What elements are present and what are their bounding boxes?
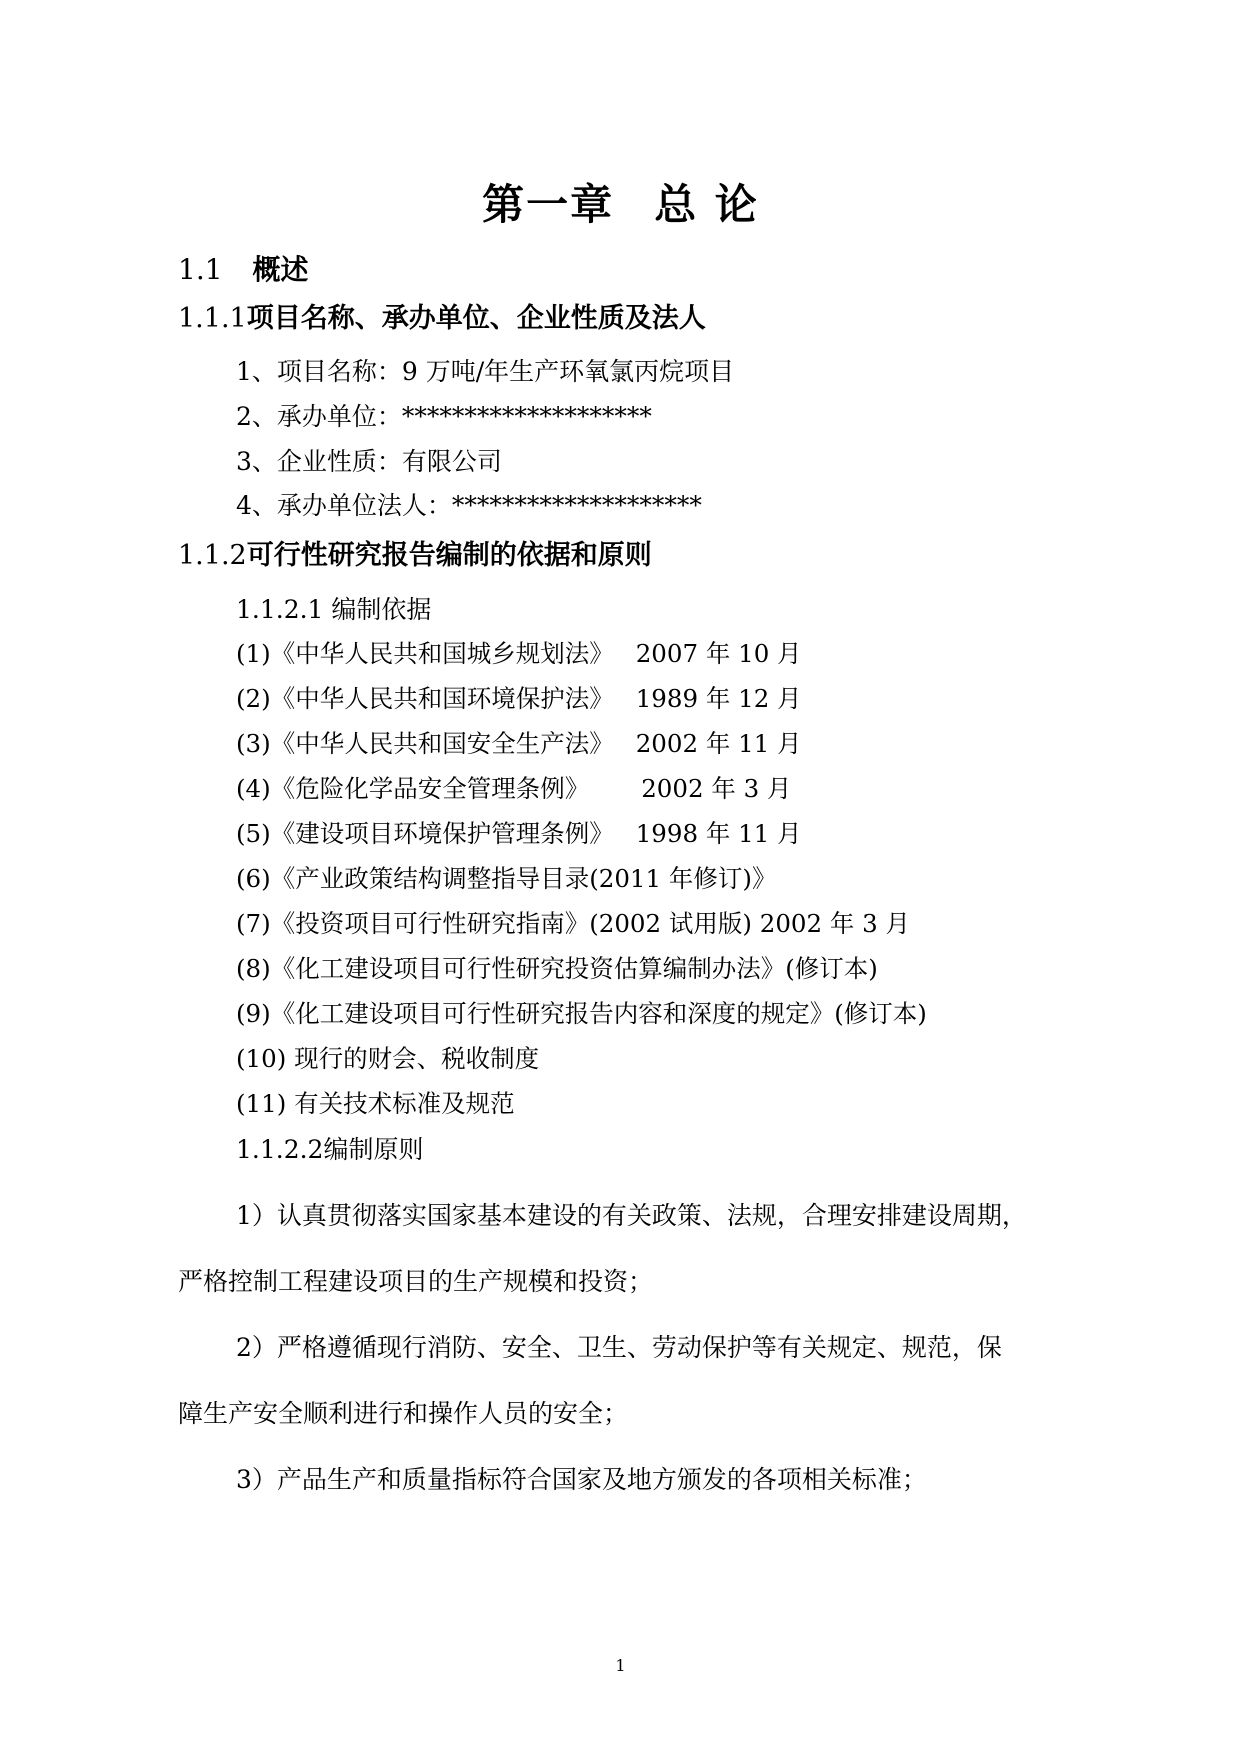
- reference-item: [236, 905, 910, 940]
- reference-title: (7)《投资项目可行性研究指南》(2002 试用版) 2002 年 3 月: [236, 909, 911, 938]
- reference-date: 1989 年 12 月: [635, 684, 802, 713]
- reference-title: (1)《中华人民共和国城乡规划法》: [236, 639, 614, 668]
- reference-date: 1998 年 11 月: [635, 819, 802, 848]
- reference-item: [236, 950, 878, 985]
- organizer-item: 2、承办单位：********************: [236, 402, 652, 431]
- reference-date: 2007 年 10 月: [635, 639, 802, 668]
- principle-paragraph-3-line-1: 3）产品生产和质量指标符合国家及地方颁发的各项相关标准；: [236, 1465, 927, 1494]
- page-number: 1: [615, 1656, 626, 1675]
- reference-title: (2)《中华人民共和国环境保护法》: [236, 684, 614, 713]
- section-heading-1-1: [178, 248, 309, 288]
- chapter-title-number: 第一章: [482, 180, 615, 229]
- reference-title: (5)《建设项目环境保护管理条例》: [236, 819, 614, 848]
- chapter-title-name: 总 论: [654, 180, 759, 229]
- reference-date: 2002 年 11 月: [635, 729, 802, 758]
- principle-paragraph-1-line-1: 1）认真贯彻落实国家基本建设的有关政策、法规，合理安排建设周期，: [236, 1201, 1027, 1230]
- reference-title: (3)《中华人民共和国安全生产法》: [236, 729, 614, 758]
- reference-item: [236, 725, 802, 760]
- reference-item: [236, 995, 927, 1030]
- section-number: 1.1.2: [178, 540, 247, 571]
- reference-title: (9)《化工建设项目可行性研究报告内容和深度的规定》(修订本): [236, 999, 927, 1028]
- section-title: 项目名称、承办单位、企业性质及法人: [246, 303, 706, 334]
- section-number: 1.1.1: [178, 303, 247, 334]
- reference-title: (4)《危险化学品安全管理条例》: [236, 774, 590, 803]
- section-title: 概述: [252, 253, 309, 286]
- reference-item: [236, 770, 792, 805]
- legal-person-item: 4、承办单位法人：********************: [236, 491, 702, 520]
- reference-title: (11) 有关技术标准及规范: [236, 1089, 515, 1118]
- enterprise-type-item: 3、企业性质：有限公司: [236, 447, 502, 476]
- reference-item: [236, 860, 776, 895]
- section-number: 1.1: [178, 253, 223, 286]
- reference-item: [236, 1040, 539, 1075]
- principle-paragraph-1-line-2: 严格控制工程建设项目的生产规模和投资；: [178, 1267, 654, 1296]
- basis-heading: 1.1.2.1 编制依据: [236, 595, 432, 624]
- chapter-title: [0, 172, 1241, 232]
- principle-paragraph-2-line-1: 2）严格遵循现行消防、安全、卫生、劳动保护等有关规定、规范，保: [236, 1333, 1002, 1362]
- reference-title: (10) 现行的财会、税收制度: [236, 1044, 540, 1073]
- principles-heading: 1.1.2.2编制原则: [236, 1135, 424, 1164]
- section-title: 可行性研究报告编制的依据和原则: [246, 540, 652, 571]
- reference-title: (6)《产业政策结构调整指导目录(2011 年修订)》: [236, 864, 777, 893]
- principle-paragraph-2-line-2: 障生产安全顺利进行和操作人员的安全；: [178, 1399, 629, 1428]
- project-name-item: 1、项目名称：9 万吨/年生产环氧氯丙烷项目: [236, 357, 735, 386]
- reference-item: [236, 1085, 515, 1120]
- section-heading-1-1-1: [178, 296, 706, 335]
- reference-item: [236, 635, 802, 670]
- reference-item: [236, 680, 802, 715]
- reference-item: [236, 815, 802, 850]
- reference-date: 2002 年 3 月: [641, 774, 792, 803]
- reference-title: (8)《化工建设项目可行性研究投资估算编制办法》(修订本): [236, 954, 878, 983]
- section-heading-1-1-2: [178, 533, 652, 572]
